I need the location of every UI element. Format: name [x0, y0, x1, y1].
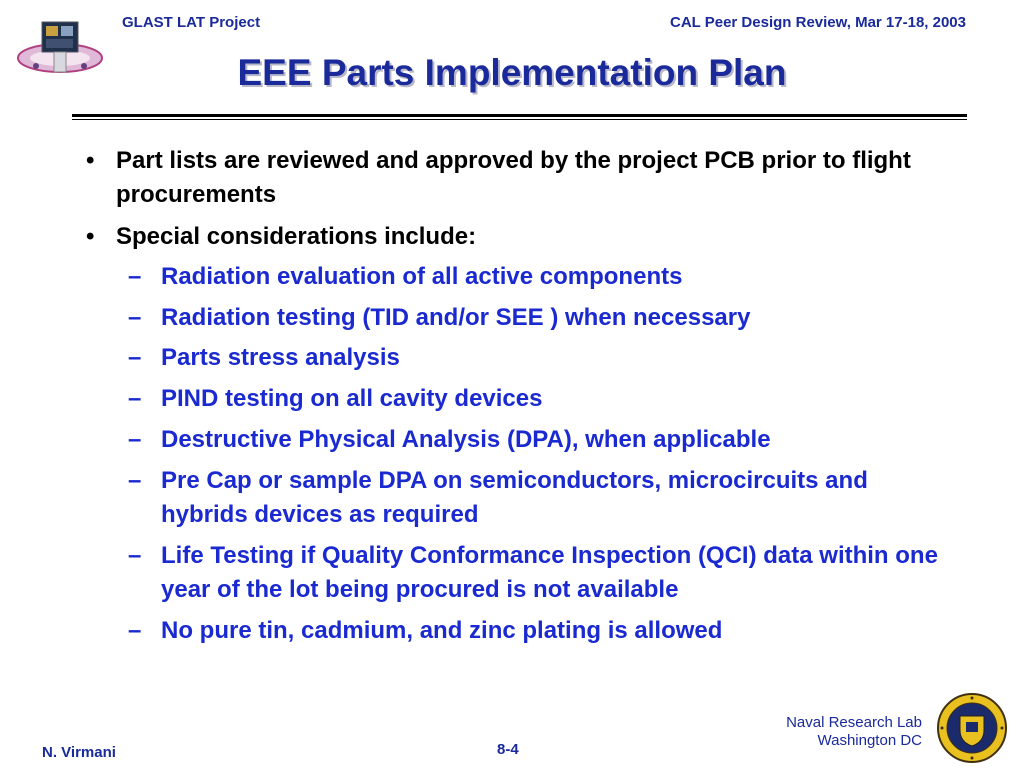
sub-bullet-item [128, 614, 958, 648]
sub-bullet-text: Radiation testing (TID and/or SEE ) when necessary [161, 304, 751, 331]
header-review: CAL Peer Design Review, Mar 17-18, 2003 [670, 14, 966, 31]
sub-bullet-item [128, 539, 958, 607]
bullet-item [86, 220, 956, 254]
sub-bullet-text: Life Testing if Quality Conformance Inspection (QCI) data within one year of the lot being procured is not available [161, 542, 938, 603]
footer-page-number: 8-4 [497, 741, 519, 758]
sub-bullet-item [128, 464, 958, 532]
naval-research-lab-seal-icon [936, 692, 1008, 764]
sub-bullet-text: Radiation evaluation of all active components [161, 263, 683, 290]
sub-bullet-text: Destructive Physical Analysis (DPA), when applicable [161, 426, 771, 453]
dash-marker: – [128, 617, 142, 644]
bullet-item [86, 144, 956, 212]
sub-bullet-item [128, 382, 958, 416]
slide-title: EEE Parts Implementation Plan [237, 52, 787, 93]
footer-org-line1: Naval Research Lab [786, 714, 922, 731]
sub-bullet-item [128, 260, 958, 294]
dash-marker: – [128, 467, 142, 494]
sub-bullet-text: Pre Cap or sample DPA on semiconductors, microcircuits and hybrids devices as required [161, 467, 868, 528]
footer-author: N. Virmani [42, 744, 116, 761]
sub-bullet-text: Parts stress analysis [161, 344, 400, 371]
dash-marker: – [128, 426, 142, 453]
dash-marker: – [128, 304, 142, 331]
title-divider [72, 114, 967, 117]
bullet-marker: • [86, 147, 95, 174]
sub-bullet-item [128, 341, 958, 375]
bullet-marker: • [86, 223, 95, 250]
dash-marker: – [128, 344, 142, 371]
footer-org-line2: Washington DC [817, 732, 922, 749]
bullet-text: Special considerations include: [116, 223, 477, 250]
header-project: GLAST LAT Project [122, 14, 261, 31]
dash-marker: – [128, 385, 142, 412]
dash-marker: – [128, 542, 142, 569]
bullet-text: Part lists are reviewed and approved by the project PCB prior to flight procurements [116, 147, 911, 208]
footer-organization [786, 714, 922, 750]
sub-bullet-text: No pure tin, cadmium, and zinc plating is allowed [161, 617, 723, 644]
sub-bullet-item [128, 423, 958, 457]
dash-marker: – [128, 263, 142, 290]
sub-bullet-item [128, 301, 958, 335]
sub-bullet-text: PIND testing on all cavity devices [161, 385, 543, 412]
title-divider-thin [72, 119, 967, 120]
